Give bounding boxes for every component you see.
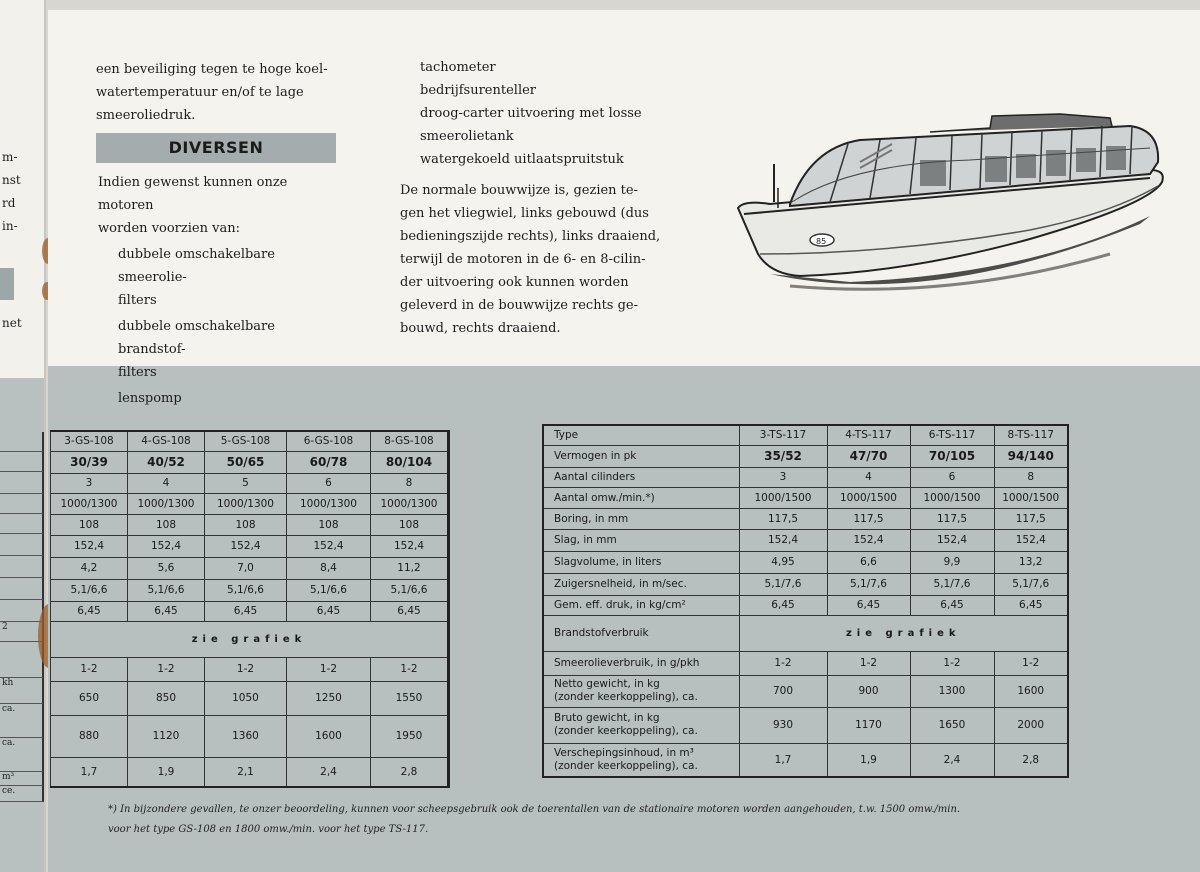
table-row: Bruto gewicht, in kg (zonder keerkoppeling), ca. 930 1170 1650 2000 xyxy=(543,707,1068,743)
body-line: een beveiliging tegen te hoge koel- xyxy=(96,62,328,77)
table-row: 4,2 5,6 7,0 8,4 11,2 xyxy=(51,557,449,579)
table-row: Brandstofverbruik zie grafiek xyxy=(543,615,1068,651)
table-row: 650 850 1050 1250 1550 xyxy=(51,681,449,715)
body-line: watertemperatuur en/of te lage xyxy=(96,85,304,100)
graph-reference: zie grafiek xyxy=(51,621,449,657)
table-row xyxy=(51,621,449,657)
brochure-page xyxy=(48,10,1200,872)
table-row: Netto gewicht, in kg (zonder keerkoppeling), ca. 700 900 1300 1600 xyxy=(543,675,1068,707)
table-row: Aantal omw./min.*) 1000/1500 1000/1500 1000/1500 1000/1500 xyxy=(543,487,1068,508)
section-heading: DIVERSEN xyxy=(96,133,336,163)
text-column-left xyxy=(96,58,344,410)
previous-page-edge xyxy=(0,0,46,872)
table-row: Smeerolieverbruik, in g/pkh 1-2 1-2 1-2 1-2 xyxy=(543,651,1068,675)
option-item: droog-carter uitvoering met losse xyxy=(420,106,642,121)
table-row: 108 108 108 108 108 xyxy=(51,514,449,535)
heading-fragment-block xyxy=(0,268,14,300)
text-fragment: in- xyxy=(2,219,18,233)
table-row: 1-2 1-2 1-2 1-2 1-2 xyxy=(51,657,449,681)
previous-page-table-fragment: 2 kh ca. ca. m³ ce. xyxy=(0,432,44,802)
text-column-middle xyxy=(400,56,674,340)
table-row: Boring, in mm 117,5 117,5 117,5 117,5 xyxy=(543,508,1068,529)
table-row: Gem. eff. druk, in kg/cm² 6,45 6,45 6,45 6,45 xyxy=(543,595,1068,615)
table-row: Aantal cilinders 3 4 6 8 xyxy=(543,467,1068,487)
option-item: dubbele omschakelbare smeerolie- filters xyxy=(118,247,275,308)
table-row: Slag, in mm 152,4 152,4 152,4 152,4 xyxy=(543,529,1068,551)
table-row: 6,45 6,45 6,45 6,45 6,45 xyxy=(51,601,449,621)
body-line: worden voorzien van: xyxy=(98,221,240,236)
body-line: smeeroliedruk. xyxy=(96,108,196,123)
table-row: Zuigersnelheid, in m/sec. 5,1/7,6 5,1/7,6 5,1/7,6 5,1/7,6 xyxy=(543,573,1068,595)
text-fragment: rd xyxy=(2,196,16,210)
gs108-spec-table xyxy=(50,430,450,788)
option-item: bedrijfsurenteller xyxy=(420,83,537,98)
table-row: 3-GS-108 4-GS-108 5-GS-108 6-GS-108 8-GS-108 xyxy=(51,431,449,451)
table-row: 5,1/6,6 5,1/6,6 5,1/6,6 5,1/6,6 5,1/6,6 xyxy=(51,579,449,601)
table-row: 30/39 40/52 50/65 60/78 80/104 xyxy=(51,451,449,473)
table-row: 1,7 1,9 2,1 2,4 2,8 xyxy=(51,757,449,787)
text-fragment: nst xyxy=(2,173,21,187)
table-row: Verschepingsinhoud, in m³ (zonder keerkoppeling), ca. 1,7 1,9 2,4 2,8 xyxy=(543,743,1068,777)
table-row: 1000/1300 1000/1300 1000/1300 1000/1300 1000/1300 xyxy=(51,493,449,514)
boat-number-label: 85 xyxy=(816,237,827,246)
boat-illustration xyxy=(730,104,1170,304)
table-row: Slagvolume, in liters 4,95 6,6 9,9 13,2 xyxy=(543,551,1068,573)
option-item: tachometer xyxy=(420,60,496,75)
option-item: lenspomp xyxy=(118,391,182,406)
body-line: Indien gewenst kunnen onze motoren xyxy=(98,175,288,213)
footnote: *) In bijzondere gevallen, te onzer beoordeling, kunnen voor scheepsgebruik ook de toerentallen van de stationaire motoren worden aangehouden, t.w. 1500 omw./min. voor het type GS-108 en 1800 omw./min. voor het type TS-117. xyxy=(108,804,961,835)
option-item: smeerolietank xyxy=(420,129,514,144)
ts117-spec-table xyxy=(542,424,1069,778)
option-item: dubbele omschakelbare brandstof- filters xyxy=(118,319,275,380)
table-row: 880 1120 1360 1600 1950 xyxy=(51,715,449,757)
text-fragment: net xyxy=(2,316,22,330)
table-row: 3 4 5 6 8 xyxy=(51,473,449,493)
table-row: Type 3-TS-117 4-TS-117 6-TS-117 8-TS-117 xyxy=(543,425,1068,445)
paragraph: De normale bouwwijze is, gezien te- gen het vliegwiel, links gebouwd (dus bedieningszijde rechts), links draaiend, terwijl de motoren in de 6- en 8-cilin- der uitvoering ook kunnen worden geleverd in de bouwwijze rechts ge- bouwd, rechts draaiend. xyxy=(400,183,661,336)
graph-reference: zie grafiek xyxy=(739,615,1068,651)
table-row: Vermogen in pk 35/52 47/70 70/105 94/140 xyxy=(543,445,1068,467)
text-fragment: m- xyxy=(2,150,18,164)
option-item: watergekoeld uitlaatspruitstuk xyxy=(420,152,624,167)
table-row: 152,4 152,4 152,4 152,4 152,4 xyxy=(51,535,449,557)
